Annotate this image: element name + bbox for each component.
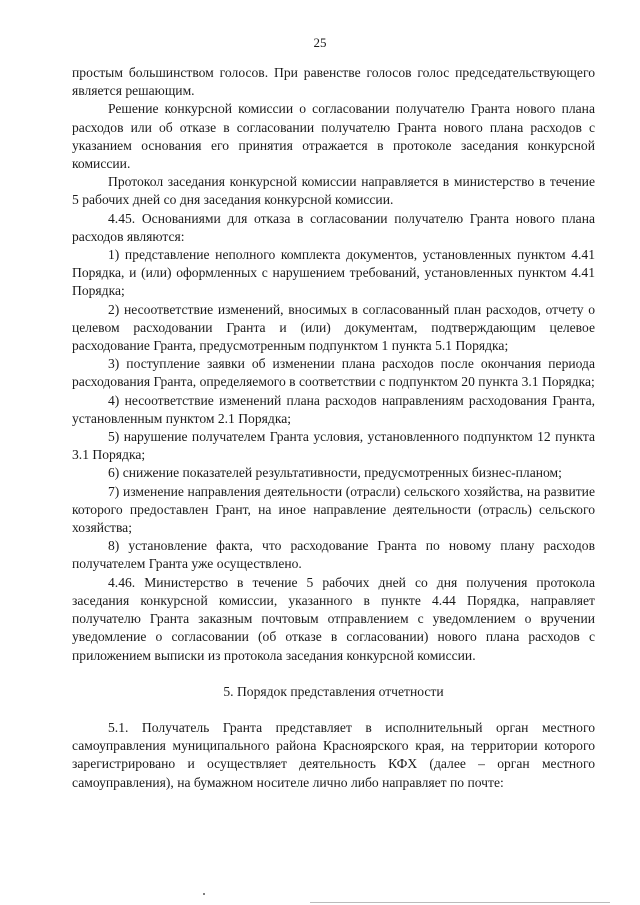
paragraph-5-1: 5.1. Получатель Гранта представляет в исполнительный орган местного самоуправления муниципального района Красноярского края, на территории которого зарегистрировано и осуществляет деятельность КФХ (далее – орган местного самоуправления), на бумажном носителе лично либо направляет по почте: <box>72 719 595 790</box>
list-item-7: 7) изменение направления деятельности (отрасли) сельского хозяйства, на развитие которого предоставлен Грант, на иное направление деятельности (отрасль) сельского хозяйства; <box>72 483 595 536</box>
list-item-1: 1) представление неполного комплекта документов, установленных пунктом 4.41 Порядка, и (или) оформленных с нарушением требований, установленных пунктом 4.41 Порядка; <box>72 247 595 299</box>
scan-artifact-dot <box>203 893 205 895</box>
spacer <box>72 665 595 683</box>
page-number: 25 <box>313 35 327 50</box>
scan-artifact-edge <box>310 902 610 903</box>
list-item-5: 5) нарушение получателем Гранта условия, установленного подпунктом 12 пункта 3.1 Порядка; <box>72 429 595 463</box>
document-body <box>72 64 595 792</box>
spacer <box>72 701 595 719</box>
section-heading: 5. Порядок представления отчетности <box>223 683 444 699</box>
list-item-3: 3) поступление заявки об изменении плана расходов после окончания периода расходования Гранта, определяемого в соответствии с подпунктом 20 пункта 3.1 Порядка; <box>72 356 595 390</box>
list-item-4: 4) несоответствие изменений плана расходов направлениям расходования Гранта, установленным пунктом 2.1 Порядка; <box>72 392 595 426</box>
paragraph-commission-decision: Решение конкурсной комиссии о согласовании получателю Гранта нового плана расходов или об отказе в согласовании получателю Гранта нового плана расходов с указанием основания его принятия отражается в протоколе заседания конкурсной комиссии. <box>72 101 595 172</box>
list-item-2: 2) несоответствие изменений, вносимых в согласованный план расходов, отчету о целевом расходовании Гранта и (или) документам, подтверждающим целевое расходование Гранта, предусмотренным подпунктом 1 пункта 5.1 Порядка; <box>72 301 595 354</box>
list-item-6: 6) снижение показателей результативности, предусмотренных бизнес-планом; <box>108 465 562 481</box>
list-item-8: 8) установление факта, что расходование Гранта по новому плану расходов получателем Гранта уже осуществлено. <box>72 538 595 572</box>
paragraph-4-45: 4.45. Основаниями для отказа в согласовании получателю Гранта нового плана расходов являются: <box>72 210 595 244</box>
paragraph-protocol-submission: Протокол заседания конкурсной комиссии направляется в министерство в течение 5 рабочих дней со дня заседания конкурсной комиссии. <box>72 174 595 208</box>
paragraph-voting-continuation: простым большинством голосов. При равенстве голосов голос председательствующего является решающим. <box>72 65 595 99</box>
paragraph-4-46: 4.46. Министерство в течение 5 рабочих дней со дня получения протокола заседания конкурсной комиссии, указанного в пункте 4.44 Порядка, направляет получателю Гранта заказным почтовым отправлением с уведомлением о вручении уведомление о согласовании (об отказе в согласовании) нового плана расходов с приложением выписки из протокола заседания конкурсной комиссии. <box>72 574 595 663</box>
